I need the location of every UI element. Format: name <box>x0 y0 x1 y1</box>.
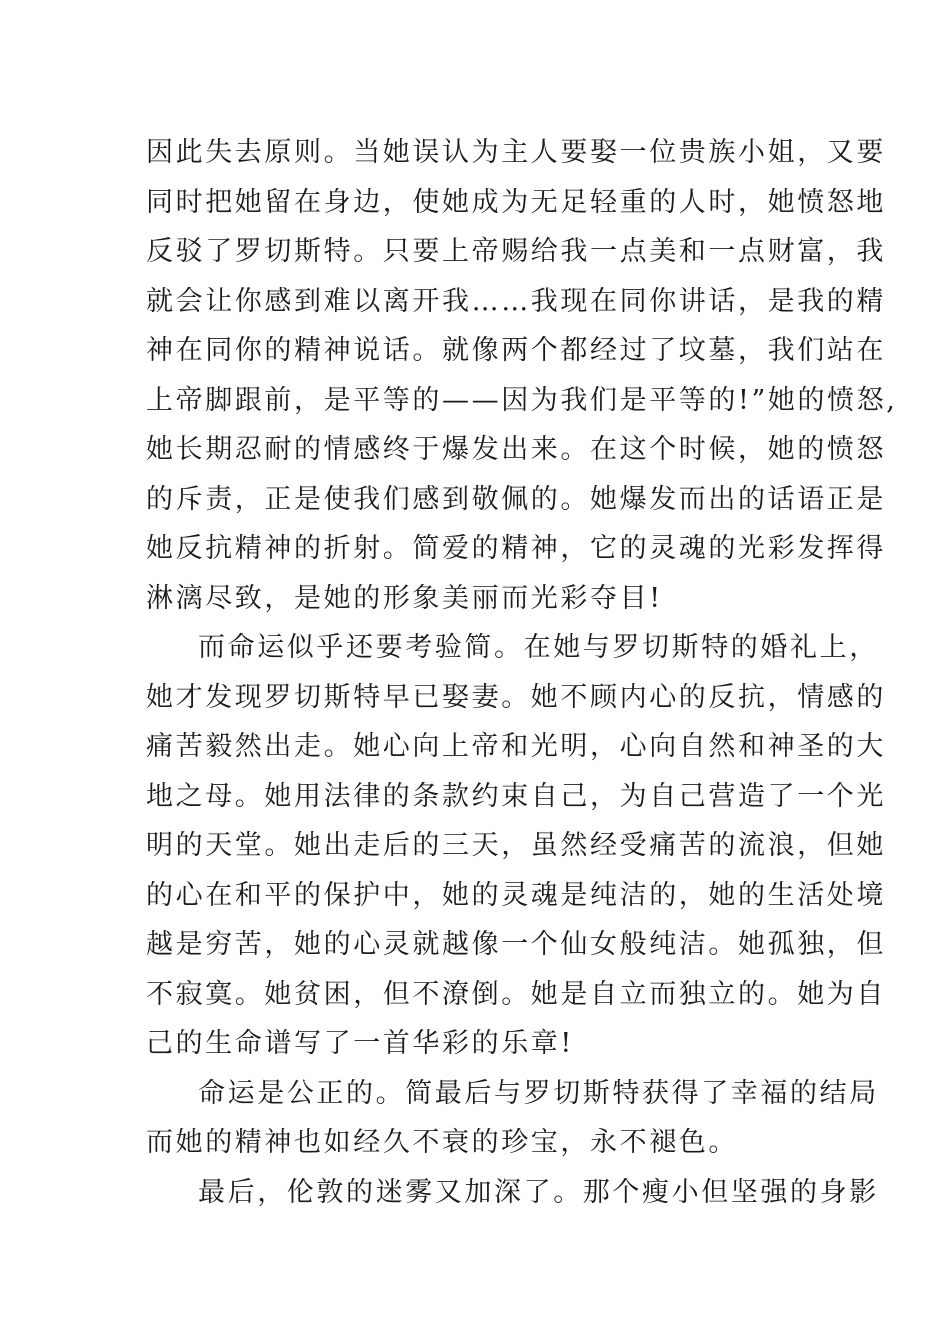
text-line: 己的生命谱写了一首华彩的乐章! <box>146 1028 574 1059</box>
text-line: 她才发现罗切斯特早已娶妻。她不顾内心的反抗，情感的 <box>146 682 886 713</box>
text-line: 的心在和平的保护中，她的灵魂是纯洁的，她的生活处境 <box>146 880 886 911</box>
text-line: 她长期忍耐的情感终于爆发出来。在这个时候，她的愤怒 <box>146 434 886 465</box>
text-line: 神在同你的精神说话。就像两个都经过了坟墓，我们站在 <box>146 335 886 366</box>
text-line: 反驳了罗切斯特。只要上帝赐给我一点美和一点财富，我 <box>146 236 886 267</box>
text-line: 就会让你感到难以离开我……我现在同你讲话，是我的精 <box>146 286 886 317</box>
text-line: 上帝脚跟前，是平等的——因为我们是平等的!”她的愤怒, <box>146 385 898 416</box>
paragraph-first-line: 最后，伦敦的迷雾又加深了。那个瘦小但坚强的身影 <box>198 1177 879 1208</box>
text-line: 而她的精神也如经久不衰的珍宝，永不褪色。 <box>146 1127 738 1158</box>
paragraph-first-line: 而命运似乎还要考验简。在她与罗切斯特的婚礼上， <box>198 632 879 663</box>
text-line: 越是穷苦，她的心灵就越像一个仙女般纯洁。她孤独，但 <box>146 929 886 960</box>
text-line: 的斥责，正是使我们感到敬佩的。她爆发而出的话语正是 <box>146 484 886 515</box>
paragraph-first-line: 命运是公正的。简最后与罗切斯特获得了幸福的结局 <box>198 1078 879 1109</box>
text-line: 地之母。她用法律的条款约束自己，为自己营造了一个光 <box>146 781 886 812</box>
text-line: 因此失去原则。当她误认为主人要娶一位贵族小姐，又要 <box>146 137 886 168</box>
text-line: 淋漓尽致，是她的形象美丽而光彩夺目! <box>146 583 663 614</box>
text-line: 同时把她留在身边，使她成为无足轻重的人时，她愤怒地 <box>146 187 886 218</box>
text-line: 明的天堂。她出走后的三天，虽然经受痛苦的流浪，但她 <box>146 830 886 861</box>
text-line: 不寂寞。她贫困，但不潦倒。她是自立而独立的。她为自 <box>146 979 886 1010</box>
text-line: 她反抗精神的折射。简爱的精神，它的灵魂的光彩发挥得 <box>146 533 886 564</box>
text-line: 痛苦毅然出走。她心向上帝和光明，心向自然和神圣的大 <box>146 731 886 762</box>
